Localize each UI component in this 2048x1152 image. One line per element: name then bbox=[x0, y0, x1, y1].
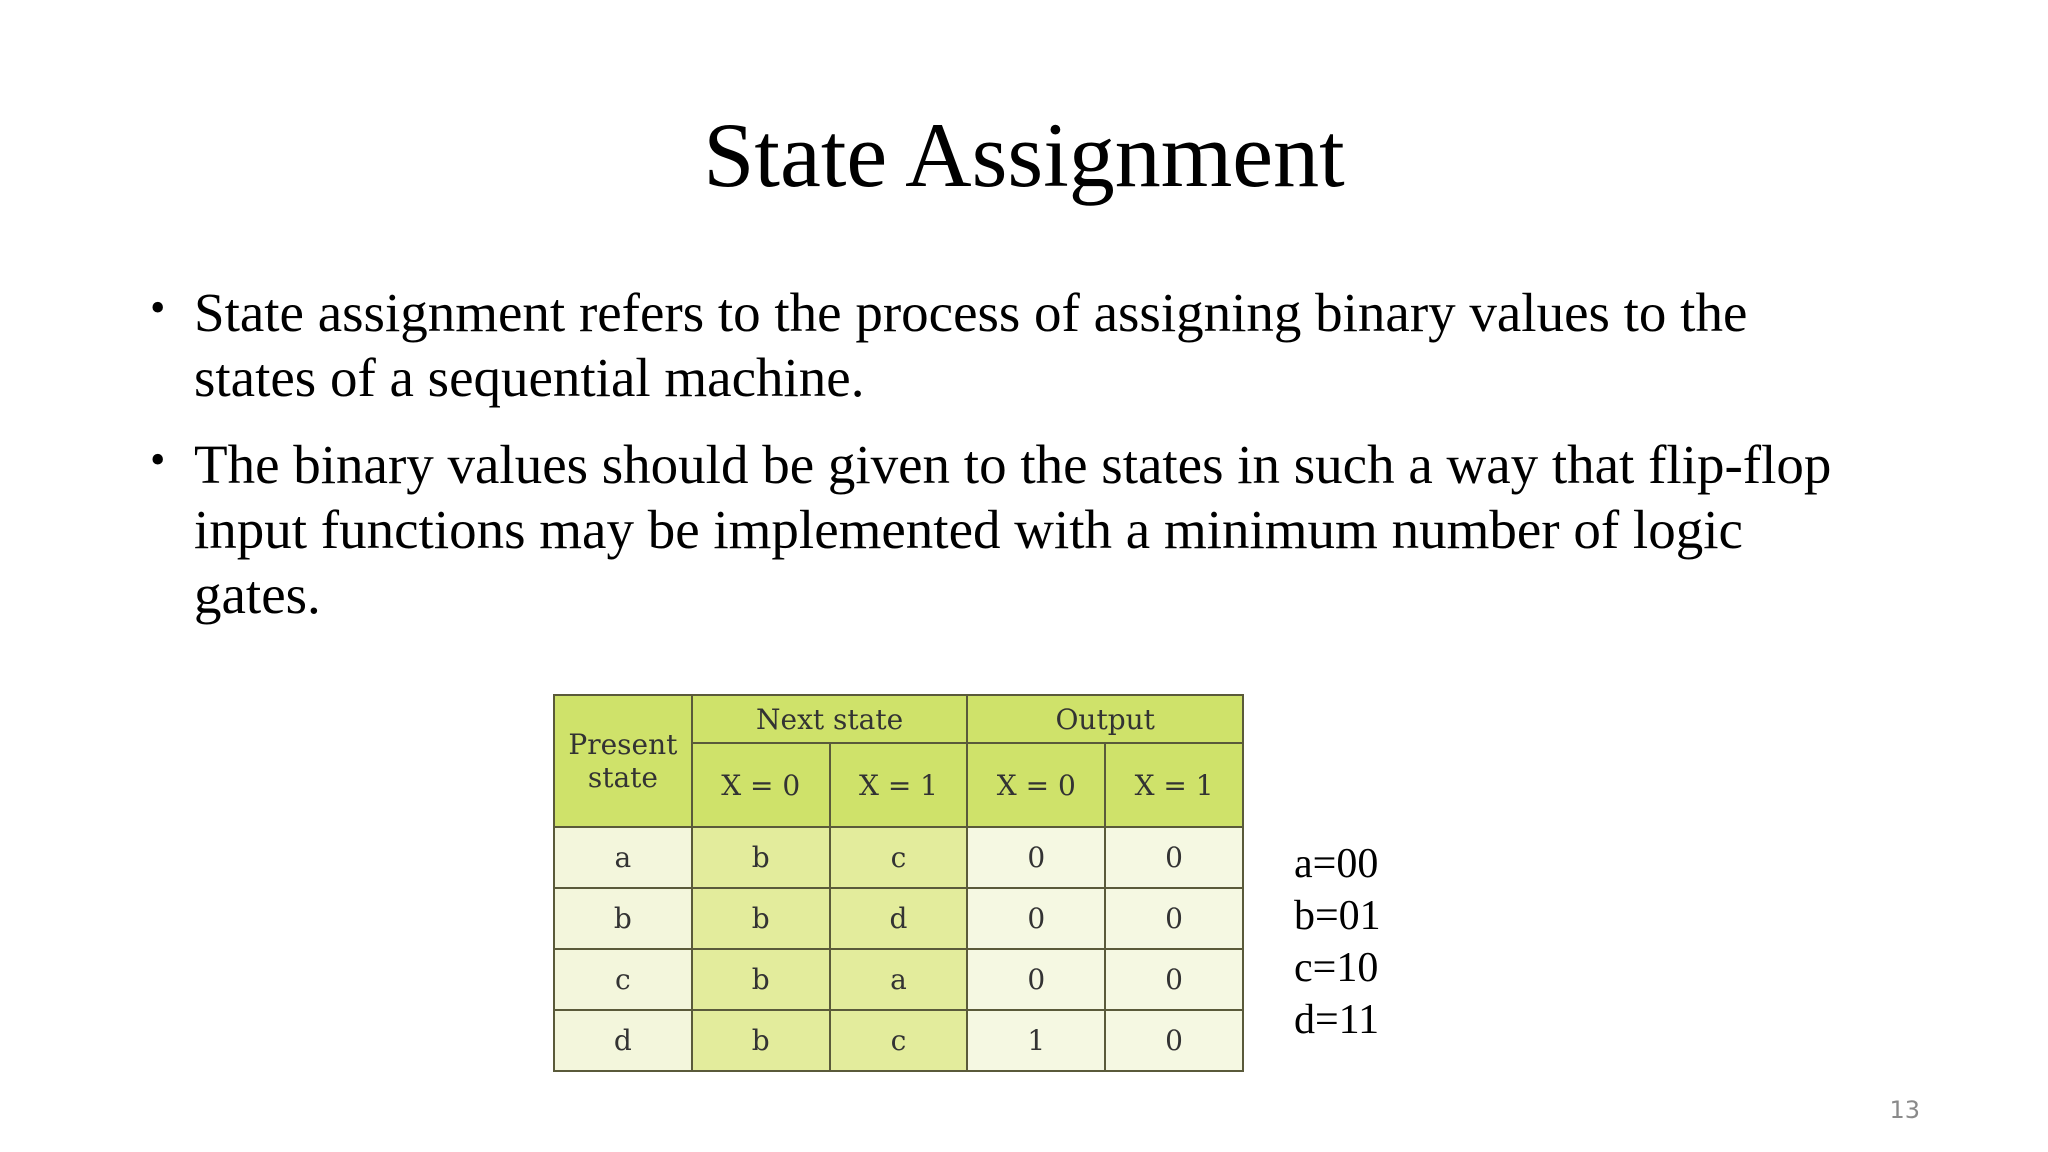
state-table bbox=[553, 694, 1244, 1072]
table-cell: a bbox=[554, 827, 692, 888]
table-cell: 0 bbox=[1105, 1010, 1243, 1071]
table-row bbox=[554, 949, 1243, 1010]
table-row bbox=[554, 888, 1243, 949]
assignment-c: c=10 bbox=[1294, 945, 1379, 991]
table-cell: 1 bbox=[967, 1010, 1105, 1071]
slide-title: State Assignment bbox=[703, 104, 1345, 206]
bullet-list bbox=[150, 280, 1850, 649]
bullet-icon: • bbox=[150, 283, 166, 332]
bullet-icon: • bbox=[150, 435, 166, 484]
table-cell: 0 bbox=[967, 949, 1105, 1010]
subheader-output-x1: X = 1 bbox=[1105, 743, 1243, 827]
table-cell: 0 bbox=[967, 888, 1105, 949]
table-cell: b bbox=[554, 888, 692, 949]
table-cell: d bbox=[554, 1010, 692, 1071]
state-assignments bbox=[1294, 838, 1381, 1046]
table-cell: 0 bbox=[967, 827, 1105, 888]
table-cell: b bbox=[692, 827, 830, 888]
bullet-text: State assignment refers to the process of assigning binary values to the states of a sequential machine. bbox=[194, 282, 1748, 408]
table-cell: 0 bbox=[1105, 827, 1243, 888]
table-cell: 0 bbox=[1105, 888, 1243, 949]
bullet-text: The binary values should be given to the states in such a way that flip-flop input functions may be implemented with a minimum number of logic gates. bbox=[194, 434, 1832, 625]
bullet-item bbox=[150, 280, 1850, 410]
subheader-next-x0: X = 0 bbox=[692, 743, 830, 827]
table-cell: d bbox=[830, 888, 968, 949]
assignment-b: b=01 bbox=[1294, 893, 1381, 939]
table-cell: b bbox=[692, 949, 830, 1010]
table-row bbox=[554, 1010, 1243, 1071]
table-cell: b bbox=[692, 888, 830, 949]
header-present-state: Present state bbox=[554, 695, 692, 827]
subheader-next-x1: X = 1 bbox=[830, 743, 968, 827]
table-cell: c bbox=[830, 1010, 968, 1071]
table-cell: b bbox=[692, 1010, 830, 1071]
assignment-a: a=00 bbox=[1294, 841, 1379, 887]
assignment-d: d=11 bbox=[1294, 997, 1380, 1043]
header-next-state: Next state bbox=[692, 695, 968, 743]
table-cell: 0 bbox=[1105, 949, 1243, 1010]
state-table-image bbox=[553, 694, 1244, 1064]
table-cell: a bbox=[830, 949, 968, 1010]
subheader-output-x0: X = 0 bbox=[967, 743, 1105, 827]
header-output: Output bbox=[967, 695, 1243, 743]
page-number: 13 bbox=[1889, 1096, 1920, 1124]
table-cell: c bbox=[830, 827, 968, 888]
bullet-item bbox=[150, 432, 1850, 627]
table-cell: c bbox=[554, 949, 692, 1010]
table-row bbox=[554, 827, 1243, 888]
